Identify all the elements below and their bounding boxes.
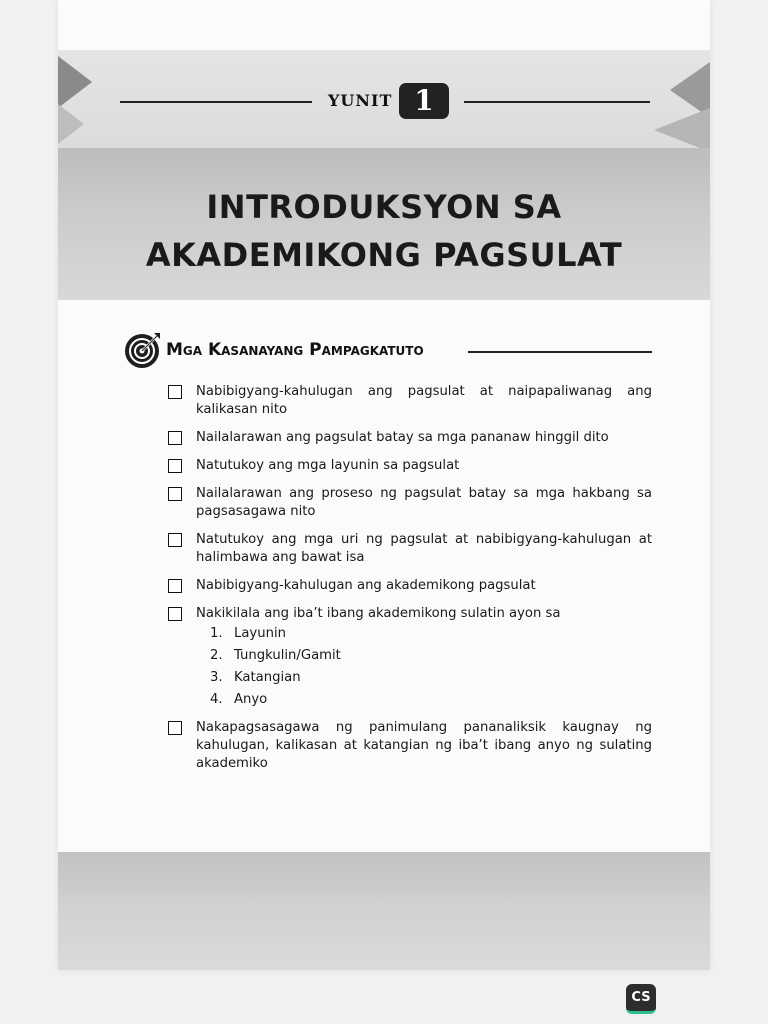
footer-band xyxy=(58,852,710,970)
checkbox[interactable] xyxy=(168,721,182,735)
page-title-line-2: AKADEMIKONG PAGSULAT xyxy=(145,236,623,274)
camscanner-badge: CS xyxy=(626,984,656,1014)
checkbox[interactable] xyxy=(168,487,182,501)
decor-triangle xyxy=(654,108,710,152)
target-icon xyxy=(124,331,162,369)
sub-list-number: 3. xyxy=(210,670,223,685)
sub-list-item xyxy=(210,692,267,707)
unit-label: YUNIT xyxy=(328,91,393,110)
sub-list-text: Layunin xyxy=(234,626,286,641)
decor-triangle xyxy=(58,56,92,108)
checklist-item-text: Nakikilala ang iba’t ibang akademikong sulatin ayon sa xyxy=(196,606,561,621)
sub-list-item xyxy=(210,648,341,663)
header-rule-left xyxy=(120,101,312,103)
checklist-item-text: Nakapagsasagawa ng panimulang pananaliksik kaugnay ng kahulugan, kalikasan at katangian ng iba’t ibang anyo ng sulating akademiko xyxy=(196,720,652,771)
sub-list-text: Katangian xyxy=(234,670,301,685)
checkbox[interactable] xyxy=(168,385,182,399)
sub-list-item xyxy=(210,626,286,641)
checklist-item xyxy=(168,383,652,419)
checkbox[interactable] xyxy=(168,533,182,547)
checklist-item-text: Nailalarawan ang proseso ng pagsulat batay sa mga hakbang sa pagsasagawa nito xyxy=(196,486,652,519)
checklist-item xyxy=(168,719,652,773)
sub-list-text: Tungkulin/Gamit xyxy=(234,648,341,663)
checklist-item-text: Nabibigyang-kahulugan ang akademikong pagsulat xyxy=(196,578,536,593)
checklist-item xyxy=(168,605,652,623)
sub-list-number: 2. xyxy=(210,648,223,663)
checkbox[interactable] xyxy=(168,607,182,621)
sub-list-item xyxy=(210,670,301,685)
header-rule-right xyxy=(464,101,650,103)
checkbox[interactable] xyxy=(168,579,182,593)
sub-list-number: 4. xyxy=(210,692,223,707)
checklist-item xyxy=(168,577,652,595)
checklist-item xyxy=(168,485,652,521)
checkbox[interactable] xyxy=(168,459,182,473)
decor-triangle xyxy=(58,104,84,144)
page-title-line-1: INTRODUKSYON SA xyxy=(206,188,562,226)
checklist-item xyxy=(168,429,652,447)
checklist-item-text: Natutukoy ang mga layunin sa pagsulat xyxy=(196,458,460,473)
sub-list-text: Anyo xyxy=(234,692,268,707)
unit-number-badge: 1 xyxy=(399,83,449,119)
section-heading: Mga Kasanayang Pampagkatuto xyxy=(166,340,424,360)
document-page xyxy=(58,0,710,970)
checklist-item-text: Natutukoy ang mga uri ng pagsulat at nabibigyang-kahulugan at halimbawa ang bawat isa xyxy=(196,532,652,565)
checklist-item xyxy=(168,531,652,567)
checklist-item-text: Nabibigyang-kahulugan ang pagsulat at naipapaliwanag ang kalikasan nito xyxy=(196,384,652,417)
sub-list-number: 1. xyxy=(210,626,223,641)
checklist-item xyxy=(168,457,652,475)
checklist-item-text: Nailalarawan ang pagsulat batay sa mga pananaw hinggil dito xyxy=(196,430,609,445)
section-rule xyxy=(468,351,652,353)
checkbox[interactable] xyxy=(168,431,182,445)
